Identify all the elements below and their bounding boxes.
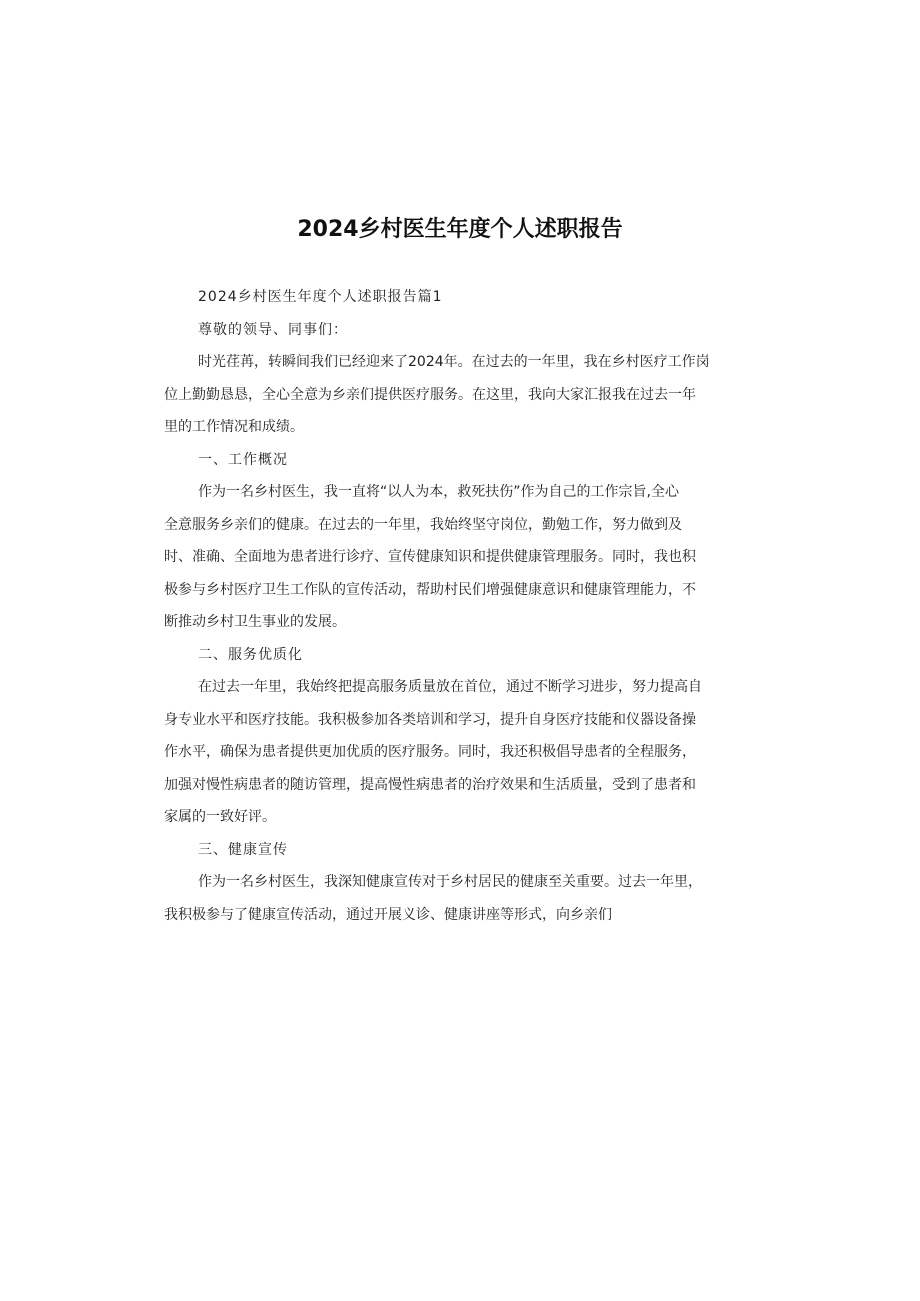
paragraph-line: 作水平，确保为患者提供更加优质的医疗服务。同时，我还积极倡导患者的全程服务， [164,744,696,760]
paragraph-line: 身专业水平和医疗技能。我积极参加各类培训和学习，提升自身医疗技能和仪器设备操 [164,711,696,728]
greeting: 尊敬的领导、同事们： [198,321,348,338]
section-heading-work-overview: 一、工作概况 [198,451,288,468]
document-title: 2024乡村医生年度个人述职报告 [297,217,623,242]
paragraph-line: 断推动乡村卫生事业的发展。 [164,614,346,630]
paragraph-line: 作为一名乡村医生，我一直将“以人为本，救死扶伤”作为自己的工作宗旨,全心 [198,484,679,500]
paragraph-line: 在过去一年里，我始终把提高服务质量放在首位，通过不断学习进步，努力提高自 [198,679,702,695]
report-subtitle: 2024乡村医生年度个人述职报告篇1 [198,289,443,305]
paragraph-line: 家属的一致好评。 [164,809,276,825]
paragraph-line: 我积极参与了健康宣传活动，通过开展义诊、健康讲座等形式，向乡亲们 [164,906,612,923]
paragraph-line: 加强对慢性病患者的随访管理，提高慢性病患者的治疗效果和生活质量，受到了患者和 [164,776,696,793]
document-body [164,281,756,931]
intro-paragraph [164,346,756,444]
paragraph-line: 作为一名乡村医生，我深知健康宣传对于乡村居民的健康至关重要。过去一年里， [198,874,702,890]
paragraph-line: 时光荏苒，转瞬间我们已经迎来了2024年。在过去的一年里，我在乡村医疗工作岗 [198,354,710,370]
section-heading-health-promotion: 三、健康宣传 [198,841,288,858]
section-paragraph-work-overview [164,476,756,639]
paragraph-line: 极参与乡村医疗卫生工作队的宣传活动，帮助村民们增强健康意识和健康管理能力，不 [164,581,696,598]
paragraph-line: 位上勤勤恳恳，全心全意为乡亲们提供医疗服务。在这里，我向大家汇报我在过去一年 [164,386,696,403]
section-paragraph-service-quality [164,671,756,834]
paragraph-line: 全意服务乡亲们的健康。在过去的一年里，我始终坚守岗位，勤勉工作，努力做到及 [164,516,682,533]
section-heading-service-quality: 二、服务优质化 [198,646,303,663]
section-paragraph-health-promotion [164,866,756,931]
paragraph-line: 时、准确、全面地为患者进行诊疗、宣传健康知识和提供健康管理服务。同时，我也积 [164,549,696,565]
paragraph-line: 里的工作情况和成绩。 [164,419,304,435]
